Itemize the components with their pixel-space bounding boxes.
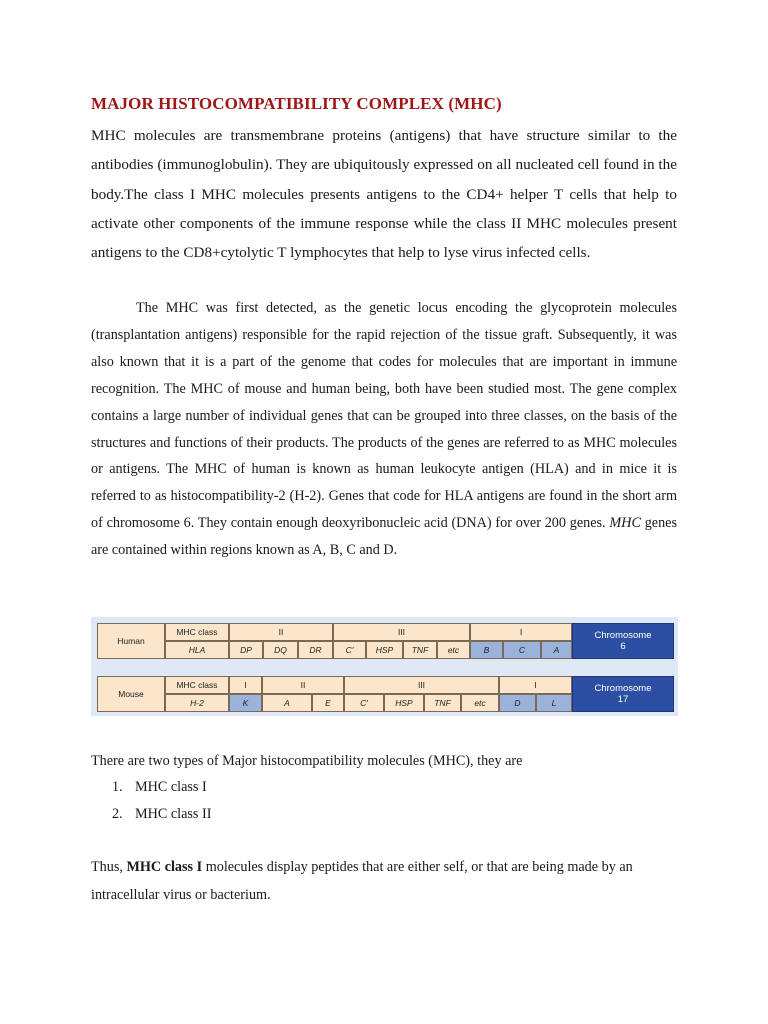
gene-etc: etc — [437, 641, 470, 659]
mhc-italic-term: MHC — [609, 515, 641, 532]
locus-label-h2: H-2 — [165, 694, 229, 712]
class-i-header: I — [470, 623, 572, 641]
paragraph-class-i-summary — [91, 853, 681, 909]
class-ii-header: II — [262, 676, 344, 694]
class-iii-header: III — [344, 676, 499, 694]
mhc-class-header: MHC class — [165, 623, 229, 641]
chromosome-label: Chromosome — [594, 630, 652, 641]
human-gene-map-row — [97, 623, 674, 659]
list-item-text: MHC class I — [135, 779, 207, 795]
gene-c: C — [503, 641, 541, 659]
gene-a: A — [262, 694, 312, 712]
gene-a: A — [541, 641, 572, 659]
chromosome-number: 17 — [617, 694, 629, 705]
gene-dr: DR — [298, 641, 333, 659]
mhc-class-header: MHC class — [165, 676, 229, 694]
chromosome-6-box — [572, 623, 674, 659]
gene-dp: DP — [229, 641, 263, 659]
paragraph-mhc-detection-end: genes are contained within regions known as A, B, C and D. — [91, 515, 677, 559]
gene-tnf: TNF — [403, 641, 437, 659]
paragraph-mhc-detection-text: The MHC was first detected, as the genetic locus encoding the glycoprotein molecules (transplantation antigens) responsible for the rapid rejection of the tissue graft. Subsequently, it was also known that it is a part of the genome that codes for molecules that are important in immune recognition. The MHC of mouse and human being, both have been studied most. The gene complex contains a large number of individual genes that can be grouped into three classes, on the basis of the structures and functions of their products. The products of the genes are referred to as MHC molecules or antigens. The MHC of human is known as human leukocyte antigen (HLA) and in mice it is referred to as histocompatibility-2 (H-2). Genes that code for HLA antigens are found in the short arm of chromosome 6. They contain enough deoxyribonucleic acid (DNA) for over 200 genes. — [91, 300, 677, 532]
gene-b: B — [470, 641, 503, 659]
mouse-gene-map-row — [97, 676, 674, 712]
chromosome-label: Chromosome — [594, 683, 652, 694]
list-item-text: MHC class II — [135, 806, 212, 822]
paragraph-types-intro: There are two types of Major histocompatibility molecules (MHC), they are — [91, 753, 523, 769]
gene-tnf: TNF — [424, 694, 461, 712]
gene-hsp: HSP — [366, 641, 403, 659]
gene-d: D — [499, 694, 536, 712]
paragraph-class-i-lead: Thus, — [91, 859, 127, 875]
gene-k: K — [229, 694, 262, 712]
paragraph-intro: MHC molecules are transmembrane proteins (antigens) that have structure similar to the antibodies (immunoglobulin). They are ubiquitously expressed on all nucleated cell found in the body.The class I MHC molecules presents antigens to the CD4+ helper T cells that help to activate other components of the immune response while the class II MHC molecules present antigens to the CD8+cytolytic T lymphocytes that help to lyse virus infected cells. — [91, 127, 677, 262]
class-i-left-header: I — [229, 676, 262, 694]
paragraph-mhc-detection — [91, 295, 677, 564]
mhc-class-i-bold-term: MHC class I — [126, 859, 203, 875]
gene-c-prime: C' — [344, 694, 384, 712]
locus-label-hla: HLA — [165, 641, 229, 659]
mhc-types-list — [91, 774, 211, 828]
gene-etc: etc — [461, 694, 499, 712]
gene-e: E — [312, 694, 344, 712]
page-title: MAJOR HISTOCOMPATIBILITY COMPLEX (MHC) — [91, 94, 502, 113]
list-item-number: 1. — [112, 779, 123, 795]
chromosome-17-box — [572, 676, 674, 712]
chromosome-number: 6 — [620, 641, 626, 652]
class-i-right-header: I — [499, 676, 572, 694]
gene-c-prime: C' — [333, 641, 366, 659]
list-item — [91, 801, 211, 828]
list-item-number: 2. — [112, 806, 123, 822]
paragraph-class-i-text: molecules display peptides that are either self, or that are being made by an intracellular virus or bacterium. — [91, 859, 633, 903]
gene-dq: DQ — [263, 641, 298, 659]
species-label-human: Human — [97, 623, 165, 659]
gene-l: L — [536, 694, 572, 712]
gene-hsp: HSP — [384, 694, 424, 712]
class-ii-header: II — [229, 623, 333, 641]
list-item — [91, 774, 211, 801]
species-label-mouse: Mouse — [97, 676, 165, 712]
class-iii-header: III — [333, 623, 470, 641]
mhc-gene-map-figure — [91, 617, 678, 716]
